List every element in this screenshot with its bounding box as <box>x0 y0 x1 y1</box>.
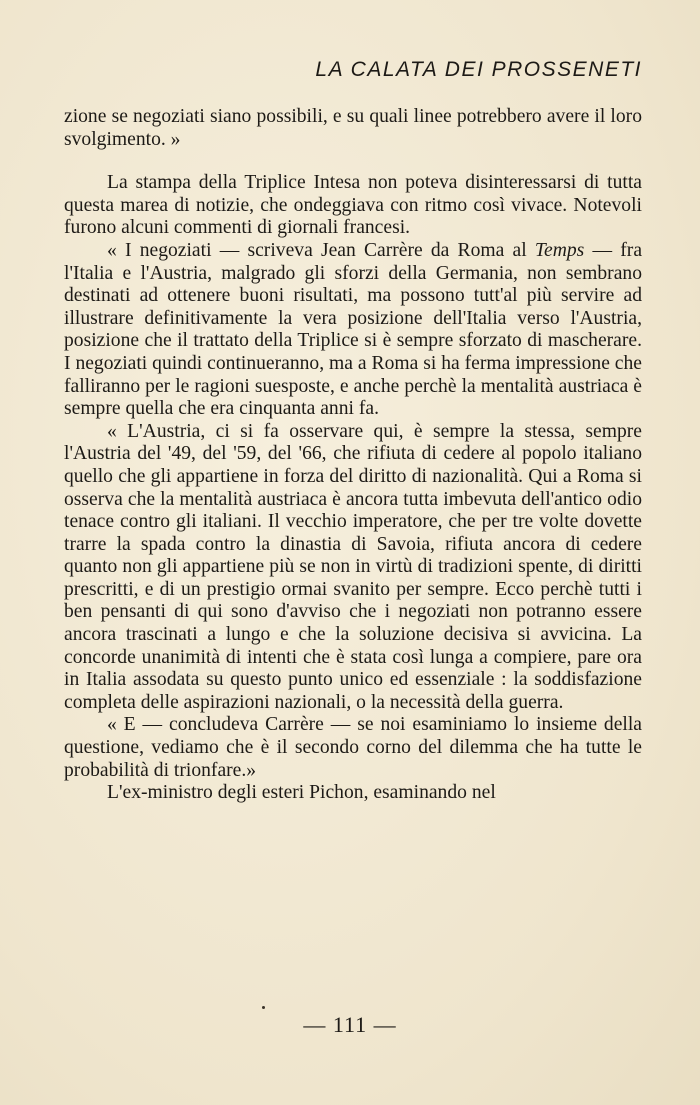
running-head: LA CALATA DEI PROSSENETI <box>315 58 642 81</box>
page-number: — 111 — <box>303 1012 397 1037</box>
body-text <box>64 106 642 805</box>
paragraph-4: « L'Austria, ci si fa osservare qui, è sempre la stessa, sempre l'Austria del '49, del '59, del '66, che rifiuta di cedere al popolo italiano quello che gli appartiene in forza del diritto di nazionalità. Qui a Roma si osserva che la mentalità austriaca è ancora tutta imbevuta dell'antico odio tenace contro gli italiani. Il vecchio imperatore, che per tre volte dovette trarre la spada contro la dinastia di Savoia, rifiuta ancora di cedere quanto non gli appartiene più se non in virtù di tradizioni spente, di diritti prescritti, e di un prestigio ormai svanito per sempre. Ecco perchè tutti i ben pensanti di qui sono d'avviso che i negoziati non potranno essere ancora trascinati a lungo e che la soluzione decisiva si avvicina. La concorde unanimità di intenti che è stata così lunga a compiere, pare ora in Italia assodata su questo punto unico ed essenziale : la soddisfazione completa delle aspirazioni nazionali, o la necessità della guerra. <box>64 420 642 713</box>
newspaper-title: Temps <box>534 239 585 261</box>
paragraph-3 <box>64 240 642 421</box>
paragraph-3-start: « I negoziati — scriveva Jean Carrère da Roma al <box>107 239 527 261</box>
paragraph-5: « E — concludeva Carrère — se noi esaminiamo lo insieme della questione, vediamo che è il secondo corno del dilemma che ha tutte le probabilità di trionfare.» <box>64 714 642 781</box>
paragraph-1: zione se negoziati siano possibili, e su quali linee potrebbero avere il loro svolgimento. » <box>64 106 642 150</box>
ink-speck <box>262 1006 265 1009</box>
paragraph-6: L'ex-ministro degli esteri Pichon, esaminando nel <box>107 782 496 804</box>
paragraph-2: La stampa della Triplice Intesa non poteva disinteressarsi di tutta questa marea di notizie, che ondeggiava con ritmo così vivace. Notevoli furono alcuni commenti di giornali francesi. <box>64 172 642 239</box>
paragraph-3-rest: — fra l'Italia e l'Austria, malgrado gli sforzi della Germania, non sembrano destinati ad ottenere buoni risultati, ma possono tutt'al più servire ad illustrare definitivamente la vera posizione dell'Italia verso l'Austria, posizione che il trattato della Triplice si è sempre sforzato di mascherare. I negoziati quindi continueranno, ma a Roma si ha ferma impressione che falliranno per le ragioni suesposte, e anche perchè la mentalità austriaca è sempre quella che era cinquanta anni fa. <box>64 239 643 420</box>
